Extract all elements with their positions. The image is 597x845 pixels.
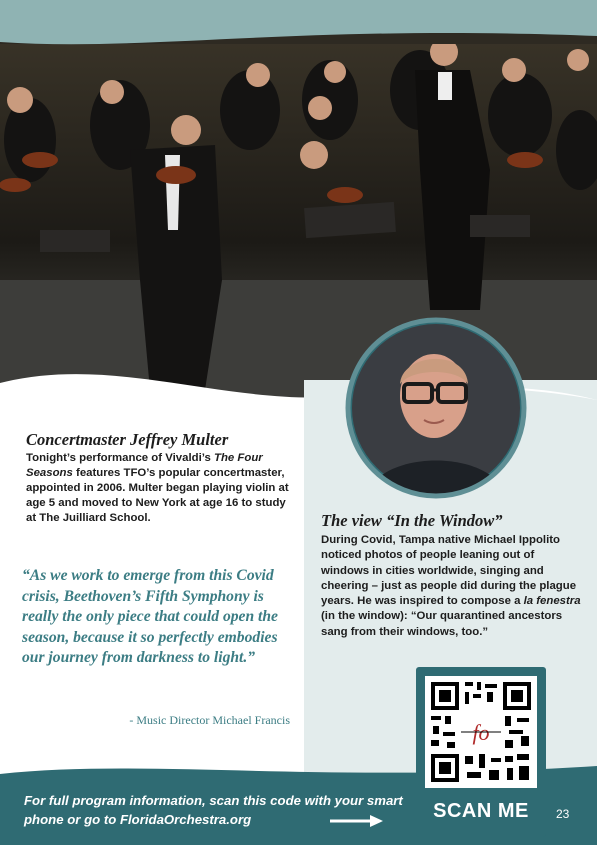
- qr-logo-text: fo: [472, 720, 490, 745]
- concertmaster-paragraph: [26, 451, 296, 526]
- concertmaster-text-2: features TFO’s popular concertmaster, appointed in 2006. Multer began playing violin at age 5 and moved to New York at age 16 to study at The Juilliard School.: [26, 467, 289, 524]
- footer-instructions: For full program information, scan this code with your smart phone or go to FloridaOrchestra.org: [24, 793, 403, 827]
- scan-me-label: SCAN ME: [433, 800, 529, 822]
- qr-code[interactable]: [425, 676, 537, 788]
- page-number: 23: [556, 807, 570, 821]
- top-wave: [0, 24, 597, 54]
- concertmaster-heading: Concertmaster Jeffrey Multer: [26, 430, 229, 449]
- quote-attribution: - Music Director Michael Francis: [129, 713, 290, 727]
- arrow-right-icon: [330, 814, 384, 828]
- window-text-1: During Covid, Tampa native Michael Ippolito noticed photos of people leaning out of windows in cities worldwide, singing and cheering – just as people did during the plague years. He was inspired to compose a: [321, 534, 577, 608]
- window-text-2: (in the window): “Our quarantined ancestors sang from their windows, too.”: [321, 610, 563, 638]
- concertmaster-italic: The Four Seasons: [26, 452, 263, 479]
- pull-quote: “As we work to emerge from this Covid crisis, Beethoven’s Fifth Symphony is really the only piece that could open the season, because it so perfectly embodies our journey from darkness to light.”: [22, 567, 278, 666]
- concertmaster-text-1: Tonight’s performance of Vivaldi’s: [26, 452, 214, 464]
- portrait-ring: [344, 316, 528, 500]
- window-heading: The view “In the Window”: [321, 511, 503, 530]
- window-paragraph: [321, 533, 583, 640]
- window-italic: la fenestra: [523, 595, 581, 608]
